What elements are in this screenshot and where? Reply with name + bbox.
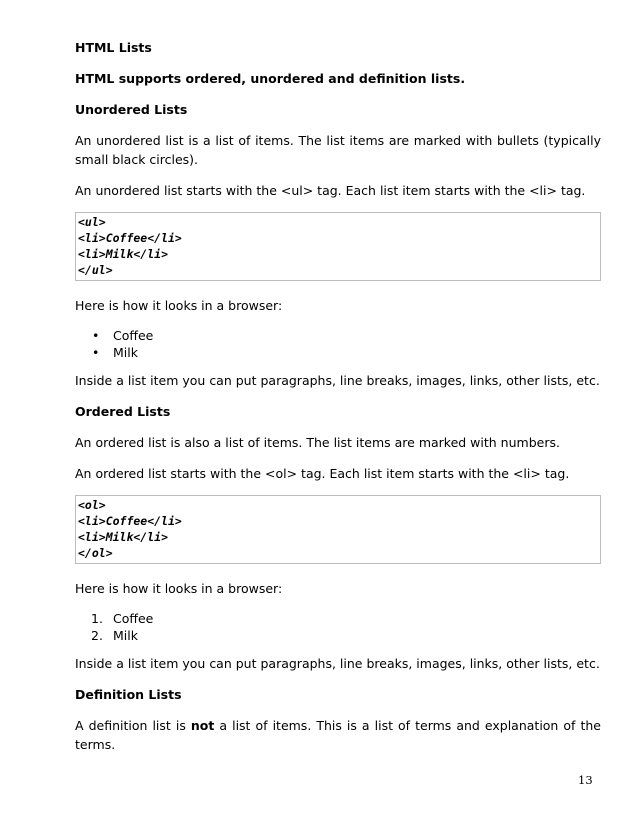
page-number: 13 [578,773,593,787]
unordered-lists-heading: Unordered Lists [75,102,188,117]
ordered-paragraph-2: An ordered list starts with the <ol> tag. Each list item starts with the <li> tag. [75,466,570,481]
bullet-icon: • [92,345,100,360]
definition-emphasis: not [190,718,215,733]
code-line: <li>Milk</li> [78,530,169,544]
ordered-paragraph-1: An ordered list is also a list of items. The list items are marked with numbers. [75,435,560,450]
ordered-lists-heading: Ordered Lists [75,404,171,419]
document-page [75,38,601,766]
ordered-example-list [75,610,601,644]
unordered-paragraph-1: An unordered list is a list of items. The list items are marked with bullets (typically small black circles). [75,133,601,167]
code-line: <li>Milk</li> [78,247,169,261]
ordered-code-box [75,495,601,564]
definition-lists-heading: Definition Lists [75,687,182,702]
list-item-text: Coffee [113,611,154,626]
list-number: 2. [91,628,103,643]
section-title: HTML Lists [75,40,152,55]
code-line: </ol> [78,546,113,560]
unordered-paragraph-2: An unordered list starts with the <ul> tag. Each list item starts with the <li> tag. [75,183,586,198]
list-number: 1. [91,611,103,626]
intro-heading: HTML supports ordered, unordered and definition lists. [75,71,466,86]
unordered-browser-note: Here is how it looks in a browser: [75,298,283,313]
code-line: <li>Coffee</li> [78,514,182,528]
list-item [75,344,601,361]
unordered-paragraph-3: Inside a list item you can put paragraphs, line breaks, images, links, other lists, etc. [75,373,600,388]
list-item-text: Milk [113,628,138,643]
ordered-browser-note: Here is how it looks in a browser: [75,581,283,596]
unordered-example-list [75,327,601,361]
list-item [75,627,601,644]
code-line: <ul> [78,215,106,229]
code-line: <li>Coffee</li> [78,231,182,245]
list-item-text: Coffee [113,328,154,343]
bullet-icon: • [92,328,100,343]
code-line: <ol> [78,498,106,512]
unordered-code-box [75,212,601,281]
list-item [75,610,601,627]
code-line: </ul> [78,263,113,277]
ordered-paragraph-3: Inside a list item you can put paragraphs, line breaks, images, links, other lists, etc. [75,656,600,671]
list-item-text: Milk [113,345,138,360]
definition-text-end: a list of items. This is a list of terms and explanation of the terms. [75,718,601,752]
definition-paragraph [75,716,601,754]
list-item [75,327,601,344]
definition-text-start: A definition list is [75,718,191,733]
